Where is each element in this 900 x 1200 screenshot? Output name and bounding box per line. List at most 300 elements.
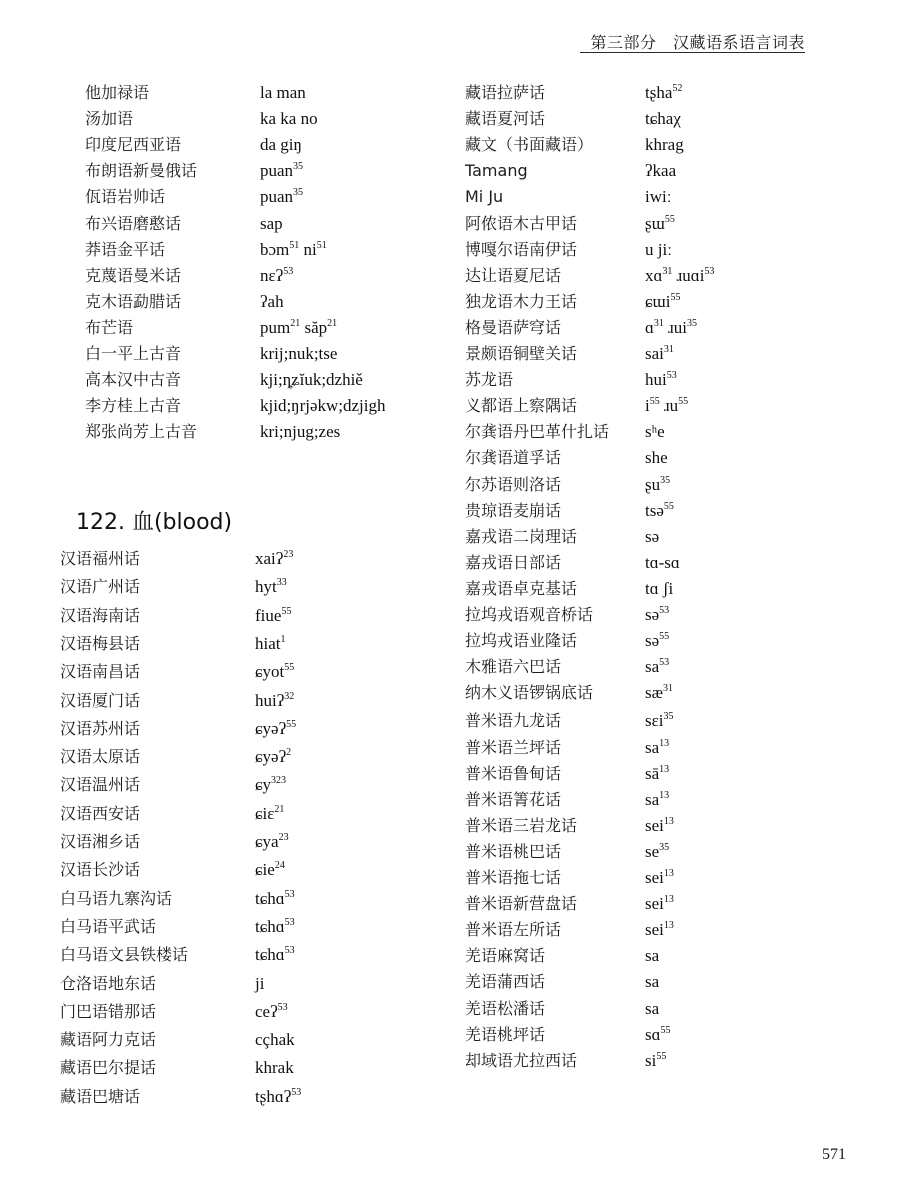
tone-superscript: 13: [663, 920, 674, 932]
table-row: [465, 680, 825, 706]
left-column-bottom: [60, 546, 390, 1122]
form-text: tɕhɑ: [255, 888, 285, 908]
table-row: [60, 829, 390, 855]
tone-superscript: 55: [660, 1024, 671, 1036]
form-text: tɑ ʃi: [645, 578, 674, 598]
language-name: 羌语桃坪话: [465, 1024, 546, 1044]
word-form: [645, 341, 674, 367]
language-name: 嘉戎语卓克基话: [465, 578, 578, 598]
table-row: [465, 419, 825, 445]
table-row: [465, 524, 825, 550]
table-row: [465, 158, 825, 184]
form-text: ɕyəʔ: [255, 747, 287, 767]
word-form: [645, 550, 680, 576]
table-row: [85, 289, 415, 315]
word-form: [260, 158, 303, 184]
language-name: 克木语勐腊话: [85, 291, 182, 311]
form-text: tʂhɑʔ: [255, 1086, 292, 1106]
language-name: 羌语蒲西话: [465, 972, 546, 992]
tone-superscript: 13: [663, 815, 674, 827]
tone-superscript: 21: [290, 317, 301, 329]
language-name: 仓洛语地东话: [60, 973, 157, 993]
word-form: [645, 419, 665, 445]
table-row: [465, 628, 825, 654]
tone-superscript: 55: [286, 718, 297, 730]
language-name: 纳木义语锣锅底话: [465, 683, 594, 703]
table-row: [85, 80, 415, 106]
form-text-second: săp: [300, 317, 328, 337]
form-text: kji;ȵʑĭuk;dzhiě: [260, 370, 363, 390]
word-form: [645, 445, 668, 471]
table-row: [85, 184, 415, 210]
word-form: [255, 574, 287, 600]
form-text: sa: [645, 972, 660, 992]
table-row: [85, 315, 415, 341]
tone-superscript: 55: [284, 662, 295, 674]
table-row: [465, 472, 825, 498]
form-text: kri;njug;zes: [260, 422, 341, 442]
word-form: [255, 801, 284, 827]
header-rule: [580, 52, 805, 53]
form-text: sə: [645, 605, 660, 624]
table-row: [465, 891, 825, 917]
word-form: [645, 1048, 666, 1074]
language-name: 藏语夏河话: [465, 109, 546, 129]
table-row: [465, 602, 825, 628]
table-row: [465, 211, 825, 237]
tone-superscript: 13: [663, 894, 674, 906]
word-form: [645, 184, 671, 210]
form-text: da giŋ: [260, 135, 302, 155]
form-text: sei: [645, 868, 664, 887]
language-name: 汉语湘乡话: [60, 832, 141, 851]
form-text: ɕie: [255, 860, 275, 880]
word-form: [645, 602, 669, 628]
table-row: [85, 393, 415, 419]
word-form: [260, 315, 337, 341]
form-text: krij;nuk;tse: [260, 344, 338, 363]
form-text: la man: [260, 83, 306, 102]
word-form: [255, 1084, 301, 1110]
tone-superscript: 13: [659, 737, 670, 749]
form-text: sa: [645, 737, 660, 757]
word-form: [645, 813, 674, 839]
table-row: [60, 801, 390, 827]
tone-superscript: 35: [659, 841, 670, 853]
language-name: 普米语三岩龙话: [465, 815, 578, 835]
form-text: sap: [260, 213, 283, 233]
table-row: [465, 996, 825, 1022]
word-form: [260, 367, 363, 393]
table-row: [60, 603, 390, 629]
table-row: [85, 263, 415, 289]
word-form: [645, 472, 670, 498]
form-text: sə: [645, 526, 660, 546]
language-name: 苏龙语: [465, 370, 514, 390]
language-name: 汉语长沙话: [60, 860, 141, 880]
word-form: [645, 80, 682, 106]
word-form: [260, 341, 337, 367]
word-form: [255, 603, 291, 629]
form-text: tʂha: [645, 83, 673, 102]
word-form: [255, 942, 295, 968]
language-name: 李方桂上古音: [85, 396, 182, 416]
table-row: [60, 688, 390, 714]
tone-superscript: 35: [293, 161, 304, 173]
table-row: [60, 574, 390, 600]
word-form: [645, 393, 688, 419]
language-name: 普米语左所话: [465, 920, 562, 940]
word-form: [645, 943, 659, 969]
tone-superscript: 55: [281, 605, 292, 617]
word-form: [255, 971, 264, 997]
tone-superscript-second: 55: [678, 396, 689, 408]
language-name: 他加禄语: [85, 83, 150, 102]
form-text: ɕya: [255, 832, 279, 851]
language-name: 藏文（书面藏语）: [465, 135, 594, 155]
word-form: [255, 1055, 294, 1081]
tone-superscript: 32: [284, 690, 295, 702]
form-text: fiue: [255, 605, 282, 625]
language-name: 布兴语磨憨话: [85, 213, 182, 233]
form-text: xɑ: [645, 265, 663, 285]
language-name: 藏语拉萨话: [465, 83, 546, 102]
language-name: 汉语福州话: [60, 549, 141, 568]
tone-superscript: 13: [659, 763, 670, 775]
word-form: [260, 80, 306, 106]
form-text: ɑ: [645, 317, 654, 337]
word-form: [645, 211, 675, 237]
table-row: [465, 550, 825, 576]
form-text: bɔm: [260, 239, 290, 259]
language-name: 汉语西安话: [60, 803, 141, 823]
table-row: [465, 917, 825, 943]
word-form: [260, 263, 293, 289]
table-row: [60, 546, 390, 572]
language-name: 藏语阿力克话: [60, 1030, 157, 1050]
language-name: 藏语巴尔提话: [60, 1058, 157, 1078]
form-text: ɕyəʔ: [255, 718, 287, 738]
tone-superscript: 52: [672, 83, 683, 94]
form-text: ɕyot: [255, 662, 285, 682]
language-name: 嘉戎语二岗理话: [465, 526, 578, 546]
page-number: 571: [822, 1146, 846, 1163]
word-form: [255, 914, 295, 940]
table-row: [85, 211, 415, 237]
form-text: sæ: [645, 683, 663, 703]
word-form: [645, 865, 674, 891]
tone-superscript-second: 21: [327, 317, 338, 329]
tone-superscript: 55: [656, 1050, 667, 1062]
form-text: kjid;ŋrjəkw;dzjigh: [260, 396, 386, 416]
word-form: [260, 289, 284, 315]
form-text: tsə: [645, 500, 664, 520]
language-name: 尔苏语则洛话: [465, 474, 562, 494]
form-text: xaiʔ: [255, 549, 284, 568]
form-text: ceʔ: [255, 1001, 278, 1021]
tone-superscript: 13: [663, 868, 674, 879]
table-row: [465, 393, 825, 419]
language-name: 白一平上古音: [85, 344, 182, 363]
table-row: [465, 735, 825, 761]
word-form: [255, 744, 291, 770]
language-name: 普米语兰坪话: [465, 737, 562, 757]
form-text-second: ni: [299, 239, 317, 259]
table-row: [465, 263, 825, 289]
form-text: huiʔ: [255, 690, 285, 710]
form-text: khrak: [255, 1058, 294, 1078]
language-name: 克蔑语曼米话: [85, 265, 182, 285]
tone-superscript: 31: [662, 265, 673, 277]
language-name: 汤加语: [85, 109, 134, 129]
form-text: sa: [645, 789, 660, 809]
language-name: 汉语温州话: [60, 775, 141, 795]
word-form: [645, 289, 681, 315]
language-name: 普米语箐花话: [465, 789, 562, 809]
form-text: sei: [645, 815, 664, 835]
word-form: [260, 184, 303, 210]
language-name: Mi Ju: [465, 187, 504, 207]
table-row: [465, 106, 825, 132]
table-row: [60, 914, 390, 940]
form-text: se: [645, 841, 660, 861]
table-row: [85, 158, 415, 184]
tone-superscript: 323: [271, 775, 287, 787]
language-name: 莽语金平话: [85, 239, 166, 259]
running-header: 第三部分 汉藏语系语言词表: [590, 35, 805, 52]
language-name: 普米语鲁甸话: [465, 763, 562, 783]
word-form: [645, 735, 669, 761]
language-name: 景颇语铜壁关话: [465, 344, 578, 363]
form-text: sā: [645, 763, 660, 783]
language-name: 博嘎尔语南伊话: [465, 239, 578, 259]
language-name: 尔龚语丹巴革什扎话: [465, 422, 610, 442]
tone-superscript: 55: [649, 396, 660, 408]
language-name: 木雅语六巴话: [465, 657, 562, 677]
table-row: [60, 772, 390, 798]
form-text: ʂu: [645, 474, 661, 494]
form-text: ɕɯi: [645, 291, 671, 311]
word-form: [645, 132, 684, 158]
tone-superscript: 23: [278, 832, 289, 843]
language-name: 阿侬语木古甲话: [465, 213, 578, 233]
table-row: [465, 367, 825, 393]
language-name: 普米语九龙话: [465, 711, 562, 731]
word-form: [255, 546, 293, 572]
tone-superscript: 53: [291, 1086, 302, 1098]
language-name: 拉坞戎语业隆话: [465, 631, 578, 651]
table-row: [85, 106, 415, 132]
table-row: [465, 813, 825, 839]
form-text-second: ɹui: [663, 317, 688, 337]
tone-superscript: 35: [660, 474, 671, 486]
language-name: 格曼语萨穹话: [465, 317, 562, 337]
tone-superscript: 53: [283, 265, 294, 277]
word-form: [255, 1027, 295, 1053]
language-name: 白马语平武话: [60, 916, 157, 936]
table-row: [465, 80, 825, 106]
table-row: [60, 631, 390, 657]
tone-superscript: 53: [284, 916, 295, 928]
tone-superscript: 31: [663, 344, 674, 355]
word-form: [645, 969, 659, 995]
form-text: sa: [645, 946, 660, 966]
language-name: 达让语夏尼话: [465, 265, 562, 285]
tone-superscript: 55: [663, 500, 674, 512]
table-row: [85, 237, 415, 263]
left-column-top: [85, 80, 415, 456]
form-text: ɕiɛ: [255, 803, 275, 823]
word-form: [255, 999, 288, 1025]
table-row: [465, 132, 825, 158]
language-name: 藏语巴塘话: [60, 1086, 141, 1106]
word-form: [260, 132, 302, 158]
table-row: [60, 971, 390, 997]
form-text: ʔah: [260, 291, 284, 311]
table-row: [60, 659, 390, 685]
table-row: [465, 576, 825, 602]
language-name: 汉语梅县话: [60, 633, 141, 653]
tone-superscript: 1: [280, 633, 286, 645]
form-text-second: ɹu: [659, 396, 679, 416]
tone-superscript: 53: [284, 945, 295, 957]
table-row: [60, 857, 390, 883]
form-text: hyt: [255, 577, 277, 597]
table-row: [60, 1084, 390, 1110]
form-text: cçhak: [255, 1030, 295, 1050]
tone-superscript: 31: [653, 317, 664, 329]
form-text: hiat: [255, 633, 281, 653]
table-row: [465, 787, 825, 813]
word-form: [255, 829, 289, 855]
form-text: si: [645, 1050, 657, 1070]
tone-superscript: 55: [664, 213, 675, 225]
form-text: sa: [645, 657, 660, 677]
word-form: [645, 576, 673, 602]
language-name: 羌语松潘话: [465, 998, 546, 1018]
tone-superscript: 53: [666, 370, 677, 382]
form-text: sei: [645, 894, 664, 914]
word-form: [645, 158, 676, 184]
word-form: [260, 211, 283, 237]
language-name: 普米语拖七话: [465, 868, 562, 887]
form-text: puan: [260, 161, 294, 181]
form-text: ɕy: [255, 775, 272, 795]
table-row: [60, 744, 390, 770]
form-text: sai: [645, 344, 664, 363]
word-form: [645, 839, 669, 865]
word-form: [260, 419, 340, 445]
language-name: 佤语岩帅话: [85, 187, 166, 207]
word-form: [645, 315, 697, 341]
word-form: [255, 857, 285, 883]
tone-superscript: 55: [670, 291, 681, 303]
language-name: 义都语上察隅话: [465, 396, 578, 416]
table-row: [465, 708, 825, 734]
word-form: [645, 787, 669, 813]
word-form: [645, 367, 677, 393]
form-text: u jiː: [645, 239, 672, 259]
form-text: pum: [260, 317, 291, 337]
form-text: nɛʔ: [260, 265, 284, 285]
table-row: [60, 886, 390, 912]
tone-superscript-second: 35: [687, 317, 698, 329]
word-form: [645, 680, 673, 706]
tone-superscript: 31: [662, 683, 673, 695]
tone-superscript: 13: [659, 789, 670, 801]
language-name: 布芒语: [85, 317, 134, 337]
form-text: ji: [255, 973, 265, 993]
table-row: [465, 315, 825, 341]
table-row: [465, 839, 825, 865]
language-name: 汉语广州话: [60, 577, 141, 597]
form-text: i: [645, 396, 650, 416]
word-form: [645, 263, 714, 289]
form-text: sei: [645, 920, 664, 940]
table-row: [85, 367, 415, 393]
tone-superscript: 33: [276, 577, 287, 589]
word-form: [260, 106, 318, 132]
word-form: [645, 498, 674, 524]
word-form: [255, 688, 294, 714]
tone-superscript: 53: [659, 605, 670, 616]
word-form: [645, 761, 669, 787]
form-text: iwiː: [645, 187, 672, 207]
language-name: 高本汉中古音: [85, 370, 182, 390]
form-text-second: ɹuɑi: [672, 265, 705, 285]
tone-superscript: 53: [277, 1001, 288, 1013]
language-name: 门巴语错那话: [60, 1001, 157, 1021]
table-row: [60, 942, 390, 968]
tone-superscript: 24: [274, 860, 285, 872]
word-form: [645, 524, 659, 550]
table-row: [465, 498, 825, 524]
language-name: 郑张尚芳上古音: [85, 422, 198, 442]
table-row: [60, 1027, 390, 1053]
tone-superscript: 23: [283, 549, 294, 560]
table-row: [465, 445, 825, 471]
tone-superscript: 2: [286, 747, 292, 759]
form-text: she: [645, 448, 668, 468]
word-form: [645, 628, 669, 654]
table-row: [85, 419, 415, 445]
table-row: [85, 132, 415, 158]
word-form: [645, 996, 659, 1022]
form-text: tɕhɑ: [255, 916, 285, 936]
word-form: [645, 917, 674, 943]
language-name: Tamang: [465, 161, 528, 181]
word-form: [260, 393, 386, 419]
word-form: [255, 772, 286, 798]
language-name: 嘉戎语日部话: [465, 552, 562, 572]
form-text: ka ka no: [260, 109, 318, 129]
table-row: [465, 761, 825, 787]
form-text: ʔkaa: [645, 161, 677, 181]
language-name: 普米语新营盘话: [465, 894, 578, 914]
table-row: [60, 716, 390, 742]
right-column: [465, 80, 825, 1082]
form-text: tɕhɑ: [255, 945, 285, 965]
form-text: sa: [645, 998, 660, 1018]
language-name: 布朗语新曼俄话: [85, 161, 198, 181]
language-name: 汉语厦门话: [60, 690, 141, 710]
table-row: [465, 1048, 825, 1074]
language-name: 却域语尤拉西话: [465, 1050, 578, 1070]
table-row: [465, 654, 825, 680]
language-name: 白马语文县铁楼话: [60, 945, 189, 965]
language-name: 尔龚语道孚话: [465, 448, 562, 468]
word-form: [255, 886, 295, 912]
